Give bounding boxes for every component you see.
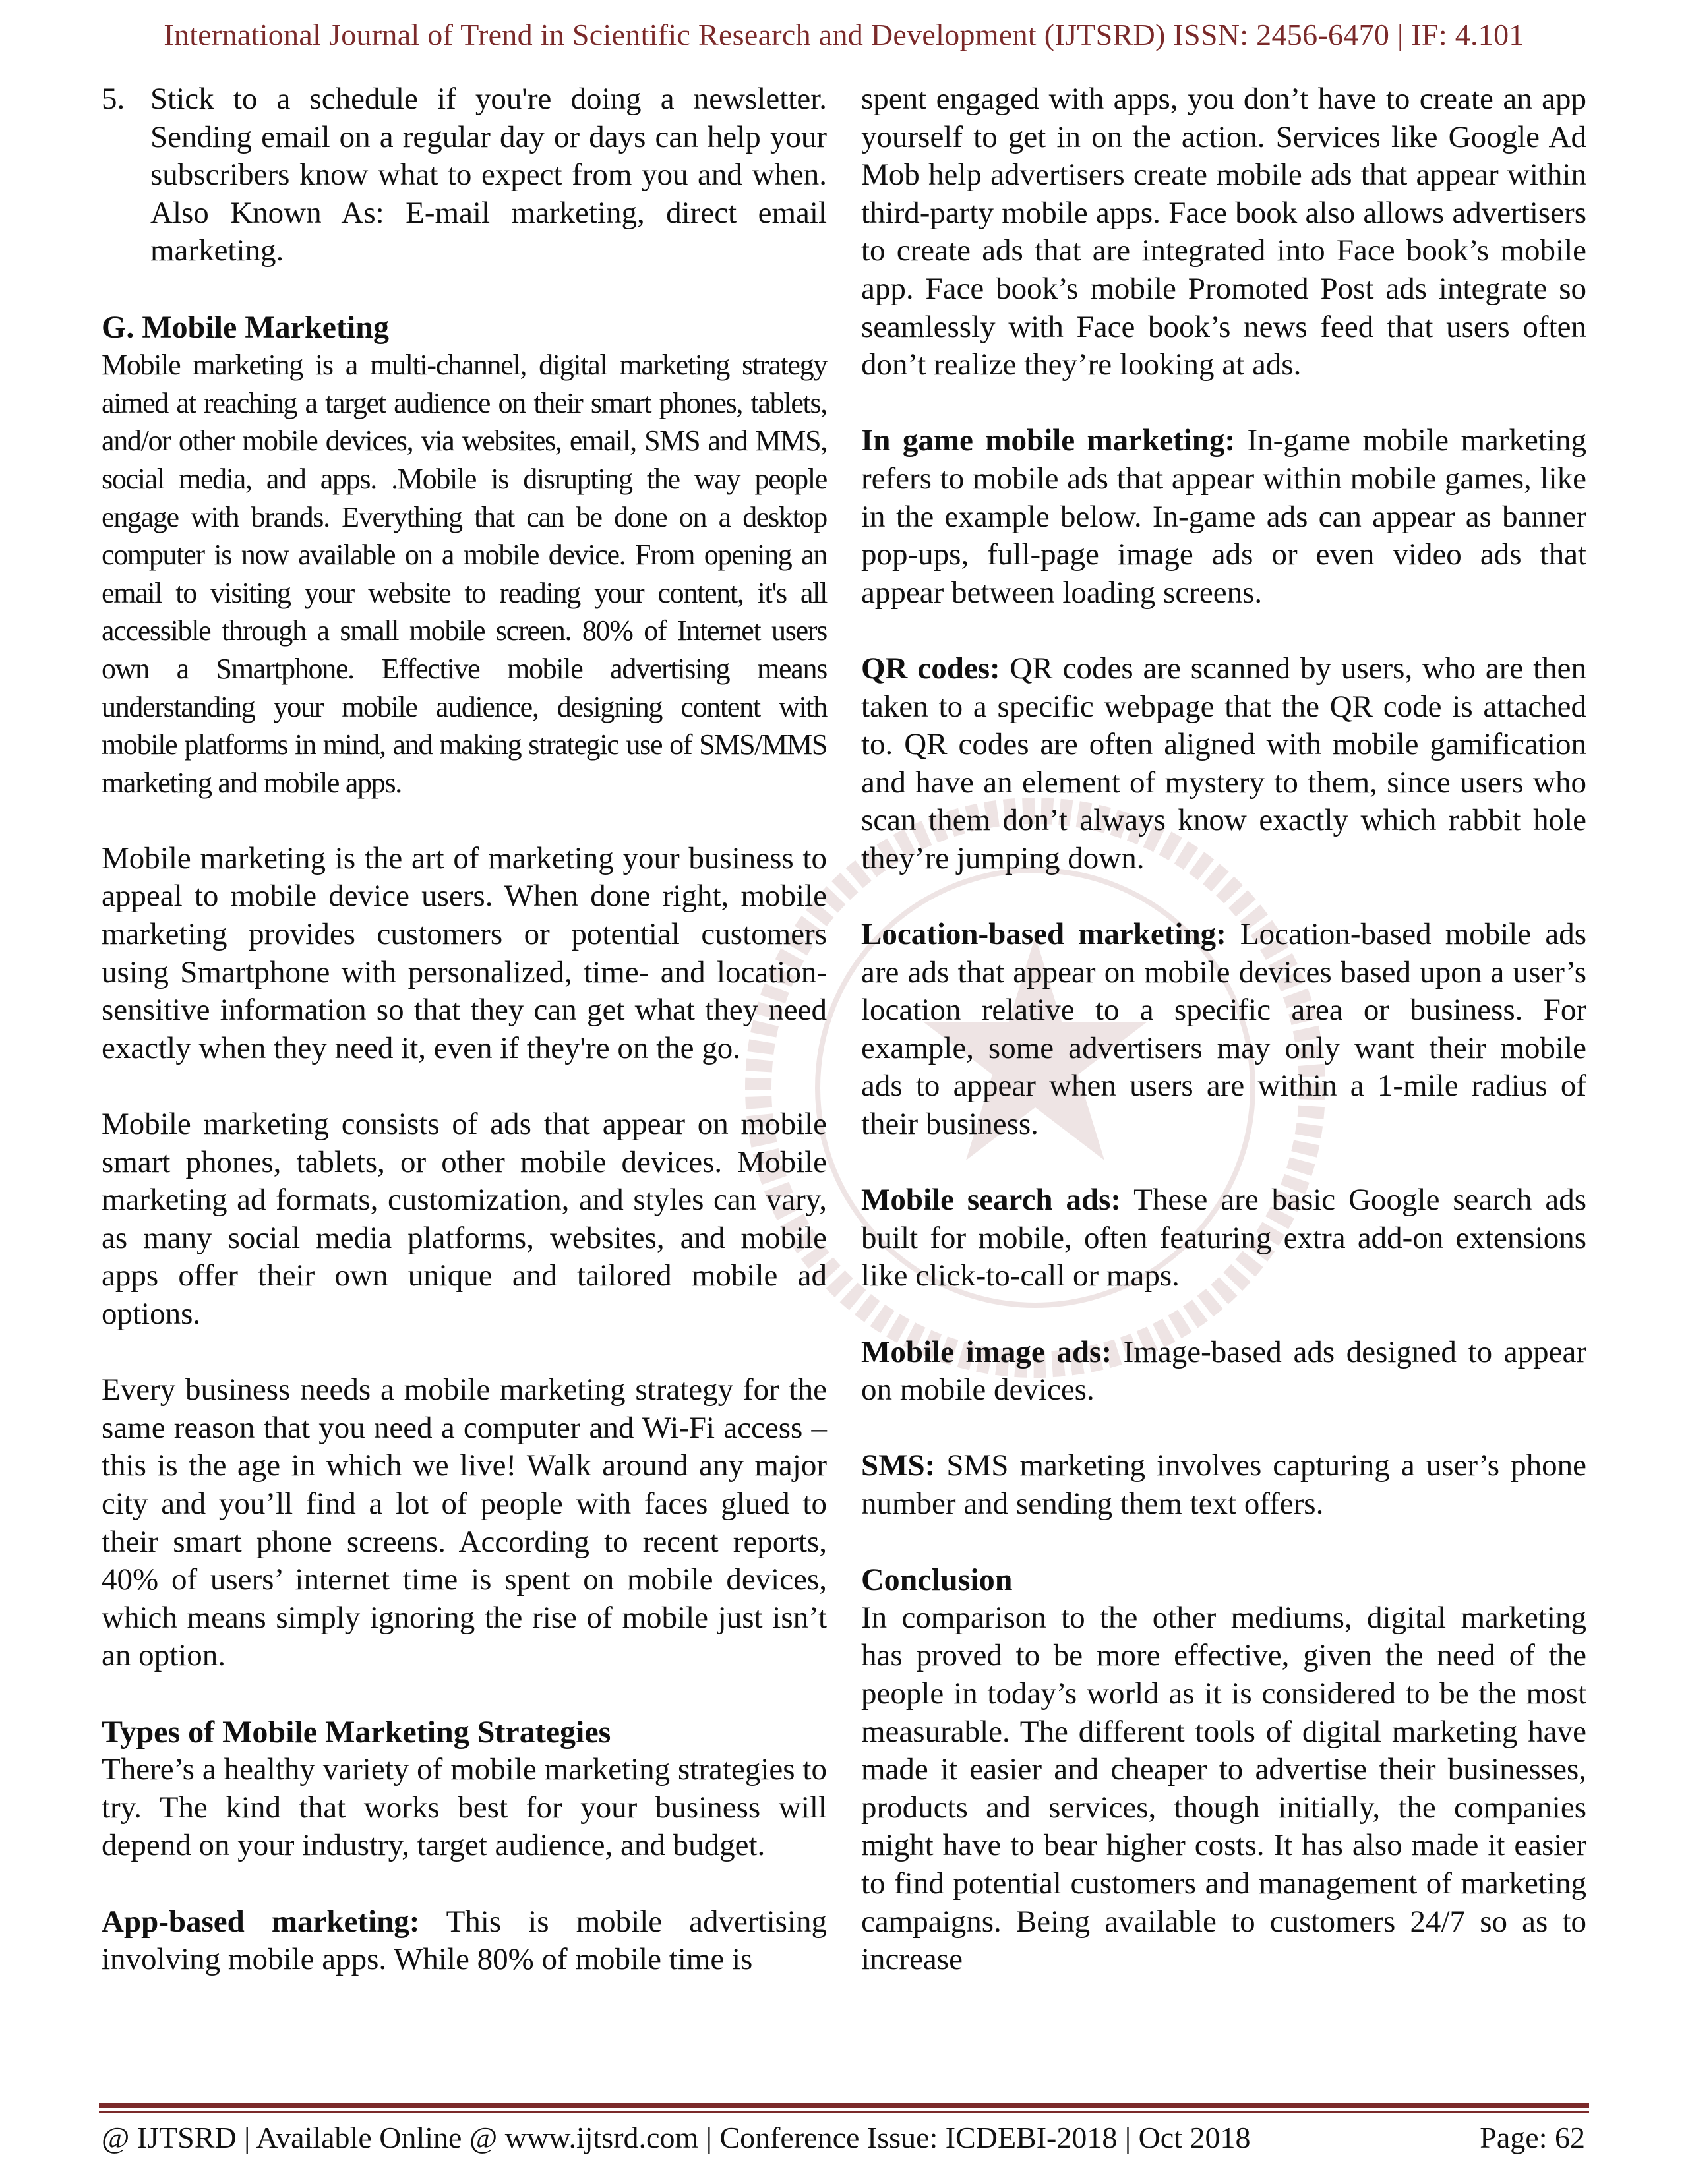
run-in-heading: In game mobile marketing:: [861, 423, 1236, 458]
page-number: Page: 62: [1480, 2121, 1585, 2154]
paragraph: Mobile marketing is the art of marketing your business to appeal to mobile device users. When done right, mobile marketing provides customers or potential customers using Smartphone with personalized, time- and location-sensitive information so that they can get what they need exactly when they need it, even if they're on the go.: [102, 841, 827, 1065]
section-heading-types: Types of Mobile Marketing Strategies: [102, 1714, 611, 1750]
run-in-heading: App-based marketing:: [102, 1904, 420, 1939]
paragraph: In comparison to the other mediums, digital marketing has proved to be more effective, given the need of the people in today’s world as it is considered to be the most measurable. The different tools of digital marketing have made it easier and cheaper to advertise their businesses, products and services, though initially, the companies might have to bear higher costs. It has also made it easier to find potential customers and management of marketing campaigns. Being available to customers 24/7 so as to increase: [861, 1600, 1586, 1977]
footer-divider: [99, 2103, 1589, 2108]
run-in-heading: Location-based marketing:: [861, 917, 1226, 952]
list-number: 5.: [102, 82, 125, 116]
paragraph-qr-codes: [861, 650, 1586, 878]
right-column: [861, 80, 1586, 2017]
list-item-5: [102, 80, 827, 270]
paragraph-text: Image-based ads designed to appear on mobile devices.: [861, 1334, 1587, 1407]
paragraph-text: Location-based mobile ads are ads that appear on mobile devices based upon a user’s location relative to a specific area or business. For example, some advertisers may only want their mobile ads to appear when users are within a 1-mile radius of their business.: [861, 917, 1586, 1142]
run-in-heading: QR codes:: [861, 651, 1000, 686]
paragraph: There’s a healthy variety of mobile marketing strategies to try. The kind that works best for your business will depend on your industry, target audience, and budget.: [102, 1752, 827, 1863]
paragraph-text: SMS marketing involves capturing a user’s phone number and sending them text offers.: [861, 1448, 1586, 1521]
paragraph: Every business needs a mobile marketing strategy for the same reason that you need a computer and Wi-Fi access – this is the age in which we live! Walk around any major city and you’ll find a lot of people with faces glued to their smart phone screens. According to recent reports, 40% of users’ internet time is spent on mobile devices, which means simply ignoring the rise of mobile just isn’t an option.: [102, 1372, 827, 1673]
section-heading-mobile-marketing: G. Mobile Marketing: [102, 309, 389, 345]
paragraph: Mobile marketing is a multi-channel, digital marketing strategy aimed at reaching a target audience on their smart phones, tablets, and/or other mobile devices, via websites, email, SMS and MMS, social media, and apps. .Mobile is disrupting the way people engage with brands. Everything that can be done on a desktop computer is now available on a mobile device. From opening an email to visiting your website to reading your content, it's all accessible through a small mobile screen. 80% of Internet users own a Smartphone. Effective mobile advertising means understanding your mobile audience, designing content with mobile platforms in mind, and making strategic use of SMS/MMS marketing and mobile apps.: [102, 349, 827, 799]
paragraph-text: QR codes are scanned by users, who are then taken to a specific webpage that the QR code is attached to. QR codes are often aligned with mobile gamification and have an element of mystery to them, since users who scan them don’t always know exactly which rabbit hole they’re jumping down.: [861, 651, 1586, 875]
paragraph-app-based: [102, 1903, 827, 1979]
paragraph-sms: [861, 1447, 1586, 1523]
run-in-heading: SMS:: [861, 1448, 936, 1483]
paragraph: Mobile marketing consists of ads that appear on mobile smart phones, tablets, or other mobile devices. Mobile marketing ad formats, customization, and styles can vary, as many social media platforms, websites, and mobile apps offer their own unique and tailored mobile ad options.: [102, 1107, 827, 1331]
section-heading-conclusion: Conclusion: [861, 1562, 1013, 1598]
footer-text: @ IJTSRD | Available Online @ www.ijtsrd.com | Conference Issue: ICDEBI-2018 | Oct 2018: [102, 2121, 1251, 2154]
paragraph-text: In-game mobile marketing refers to mobile ads that appear within mobile games, like in the example below. In-game ads can appear as banner pop-ups, full-page image ads or even video ads that appear between loading screens.: [861, 423, 1586, 610]
running-header: International Journal of Trend in Scientific Research and Development (IJTSRD) ISSN: 2456-6470 | IF: 4.101: [164, 18, 1524, 51]
paragraph-mobile-image-ads: [861, 1334, 1586, 1409]
list-item-text: Stick to a schedule if you're doing a newsletter. Sending email on a regular day or days can help your subscribers know what to expect from you and when. Also Known As: E-mail marketing, direct email marketing.: [150, 82, 827, 268]
paragraph-text: These are basic Google search ads built for mobile, often featuring extra add-on extensions like click-to-call or maps.: [861, 1183, 1586, 1293]
paragraph-text: This is mobile advertising involving mobile apps. While 80% of mobile time is: [102, 1904, 827, 1977]
run-in-heading: Mobile search ads:: [861, 1183, 1122, 1218]
paragraph-location-based: [861, 916, 1586, 1144]
footer-divider-thin: [99, 2111, 1589, 2113]
paragraph-in-game: [861, 422, 1586, 612]
page-footer: [102, 2120, 1585, 2155]
paragraph: spent engaged with apps, you don’t have to create an app yourself to get in on the action. Services like Google Ad Mob help advertisers create mobile ads that appear within third-party mobile apps. Face book also allows advertisers to create ads that are integrated into Face book’s mobile app. Face book’s mobile Promoted Post ads integrate so seamlessly with Face book’s news feed that users often don’t realize they’re looking at ads.: [861, 82, 1586, 382]
paragraph-mobile-search-ads: [861, 1181, 1586, 1295]
left-column: [102, 80, 827, 2017]
run-in-heading: Mobile image ads:: [861, 1334, 1112, 1369]
